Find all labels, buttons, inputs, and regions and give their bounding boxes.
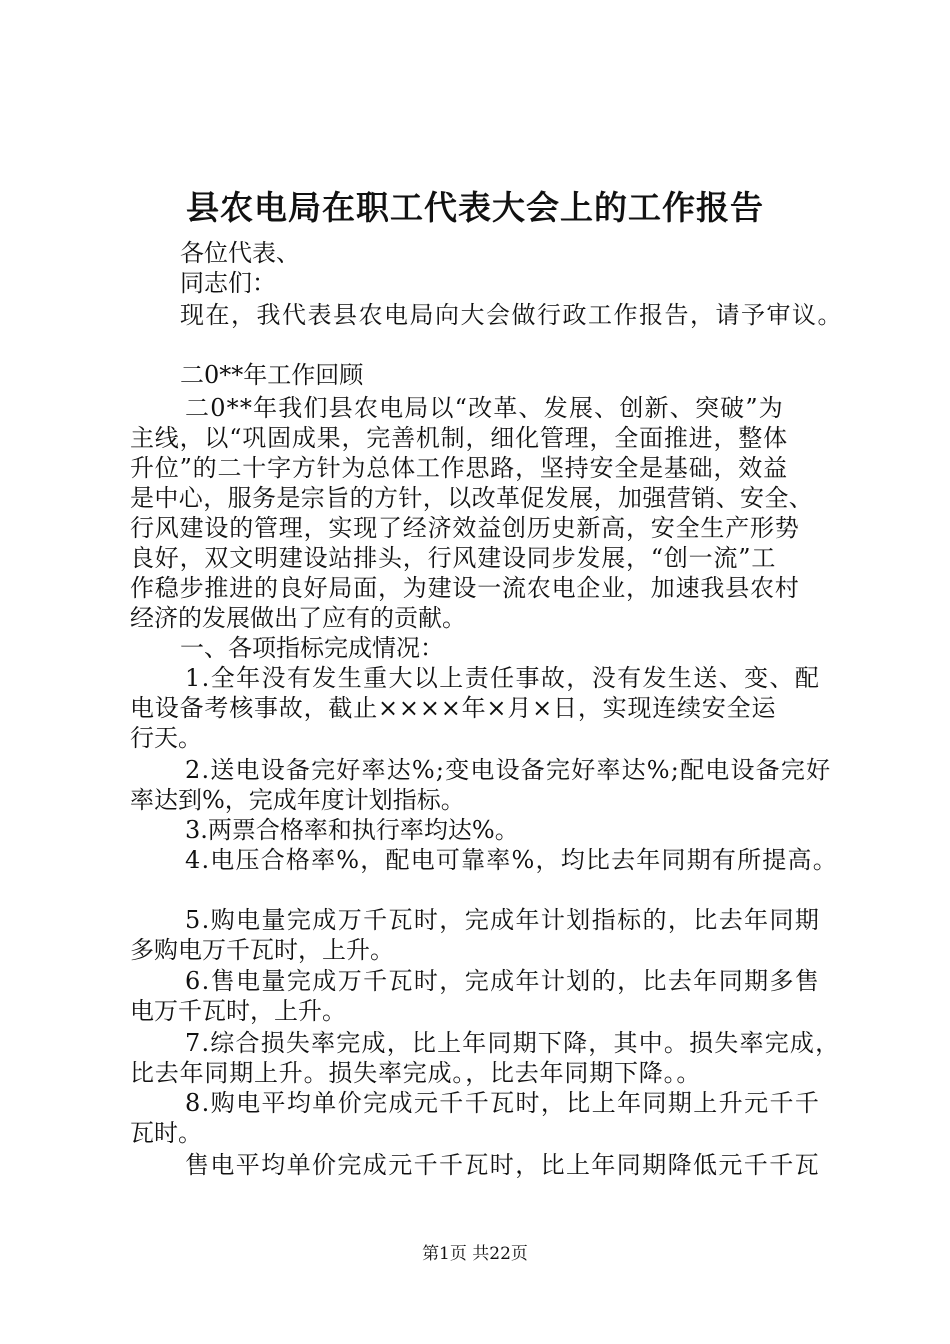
paragraph-line: 多购电万千瓦时，上升。 (130, 936, 394, 964)
paragraph-line: 作稳步推进的良好局面，为建设一流农电企业，加速我县农村 (130, 574, 800, 602)
list-item: 2.送电设备完好率达%;变电设备完好率达%;配电设备完好 (185, 756, 832, 784)
list-item: 1.全年没有发生重大以上责任事故，没有发生送、变、配 (185, 664, 821, 692)
paragraph-line: 经济的发展做出了应有的贡献。 (130, 604, 466, 632)
list-item: 3.两票合格率和执行率均达%。 (185, 816, 519, 844)
paragraph-line: 行天。 (130, 724, 202, 752)
paragraph-line: 行风建设的管理，实现了经济效益创历史新高，安全生产形势 (130, 514, 800, 542)
paragraph-line: 二0**年我们县农电局以“改革、发展、创新、突破”为 (185, 394, 785, 422)
list-item: 4.电压合格率%，配电可靠率%，均比去年同期有所提高。 (185, 846, 838, 874)
paragraph-line: 同志们： (180, 269, 276, 297)
paragraph-line: 各位代表、 (180, 239, 300, 267)
paragraph-line: 现在，我代表县农电局向大会做行政工作报告，请予审议。 (180, 301, 843, 329)
page-number: 第1页 共22页 (422, 1244, 528, 1264)
paragraph-line: 电万千瓦时，上升。 (130, 997, 346, 1025)
document-title: 县农电局在职工代表大会上的工作报告 (186, 188, 764, 227)
section-heading: 二0**年工作回顾 (180, 361, 364, 389)
paragraph-line: 售电平均单价完成元千千瓦时，比上年同期降低元千千瓦 (185, 1151, 820, 1179)
paragraph-line: 良好，双文明建设站排头，行风建设同步发展，“创一流”工 (130, 544, 777, 572)
paragraph-line: 比去年同期上升。损失率完成。，比去年同期下降。。 (130, 1059, 702, 1087)
list-item: 7.综合损失率完成，比上年同期下降，其中。损失率完成， (185, 1029, 841, 1057)
paragraph-line: 主线，以“巩固成果，完善机制，细化管理，全面推进，整体 (130, 424, 788, 452)
paragraph-line: 是中心，服务是宗旨的方针，以改革促发展，加强营销、安全、 (130, 484, 814, 512)
paragraph-line: 率达到%，完成年度计划指标。 (130, 786, 465, 814)
paragraph-line: 瓦时。 (130, 1119, 202, 1147)
section-heading: 一、各项指标完成情况： (180, 634, 444, 662)
paragraph-line: 升位”的二十字方针为总体工作思路，坚持安全是基础，效益 (130, 454, 788, 482)
list-item: 5.购电量完成万千瓦时，完成年计划指标的，比去年同期 (185, 906, 821, 934)
list-item: 8.购电平均单价完成元千千瓦时，比上年同期上升元千千 (185, 1089, 821, 1117)
list-item: 6.售电量完成万千瓦时，完成年计划的，比去年同期多售 (185, 967, 821, 995)
paragraph-line: 电设备考核事故，截止××××年×月×日，实现连续安全运 (130, 694, 777, 722)
